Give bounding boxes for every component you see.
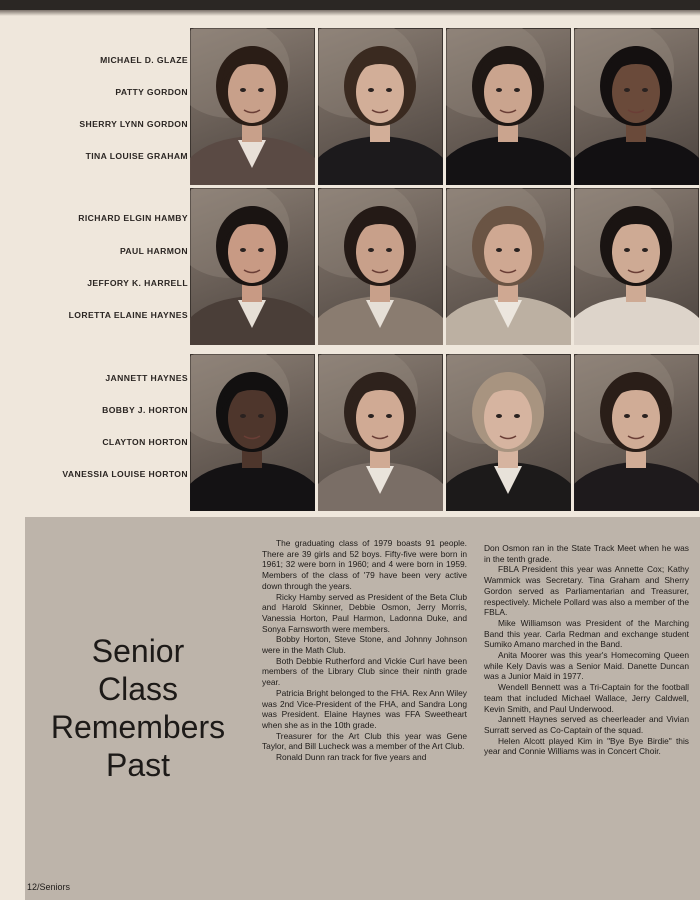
headline-line: Senior (91, 633, 185, 669)
student-name: BOBBY J. HORTON (102, 405, 188, 415)
headline-line: Class (97, 671, 178, 707)
paragraph: FBLA President this year was Annette Cox; Kathy Wammick was Secretary. Tina Graham and Sherry Gordon served as Parliamentarian and Treasurer, respectively. Michele Pollard was also a member of the FBLA. (484, 564, 689, 618)
student-portrait (190, 354, 315, 511)
paragraph: Don Osmon ran in the State Track Meet when he was in the tenth grade. (484, 543, 689, 564)
binding-shadow (0, 10, 700, 16)
student-portrait (190, 188, 315, 345)
student-portrait (446, 28, 571, 185)
student-name: MICHAEL D. GLAZE (100, 55, 188, 65)
paragraph: The graduating class of 1979 boasts 91 people. There are 39 girls and 52 boys. Fifty-five were born in 1961; 32 were born in 1960; and 4 were born in 1959. Members of the class of '79 have been very active down through the years. (262, 538, 467, 591)
student-name: JANNETT HAYNES (105, 373, 188, 383)
article-column-2 (484, 543, 689, 757)
student-name: PATTY GORDON (115, 87, 188, 97)
page-folio: 12/Seniors (27, 882, 71, 892)
article-column-1 (262, 538, 467, 763)
headline (38, 632, 238, 784)
student-portrait (446, 354, 571, 511)
paragraph: Jannett Haynes served as cheerleader and Vivian Surratt served as Co-Captain of the squad. (484, 714, 689, 735)
student-name: RICHARD ELGIN HAMBY (78, 213, 188, 223)
paragraph: Ricky Hamby served as President of the Beta Club and Harold Skinner, Debbie Osmon, Jerry Morris, Vanessia Horton, Paul Harmon, Ladonna Duke, and Sonya Farnsworth were members. (262, 591, 467, 634)
paragraph: Bobby Horton, Steve Stone, and Johnny Johnson were in the Math Club. (262, 634, 467, 656)
paragraph: Treasurer for the Art Club this year was Gene Taylor, and Bill Lucheck was a member of the Art Club. (262, 730, 467, 752)
student-name: TINA LOUISE GRAHAM (85, 151, 188, 161)
paragraph: Wendell Bennett was a Tri-Captain for the football team that included Michael Wallace, Jerry Caldwell, Kevin Smith, and Paul Underwood. (484, 682, 689, 714)
student-name: LORETTA ELAINE HAYNES (68, 310, 188, 320)
paragraph: Ronald Dunn ran track for five years and (276, 752, 427, 763)
student-portrait (318, 28, 443, 185)
student-portrait (318, 354, 443, 511)
student-name: CLAYTON HORTON (102, 437, 188, 447)
paragraph: Patricia Bright belonged to the FHA. Rex Ann Wiley was 2nd Vice-President of the FHA, and Sandra Long was President. Elaine Haynes was FFA Sweetheart when she as in the 10th grade. (262, 687, 467, 730)
paragraph: Anita Moorer was this year's Homecoming Queen while Kely Davis was a Senior Maid. Danette Duncan was a Junior Maid in 1977. (484, 650, 689, 682)
paragraph: Mike Williamson was President of the Marching Band this year. Carla Redman and exchange student Sumiko Amano marched in the Band. (484, 617, 689, 650)
student-name: PAUL HARMON (119, 246, 188, 256)
student-name: JEFFORY K. HARRELL (87, 278, 188, 288)
headline-line: Past (105, 747, 171, 783)
student-portrait (318, 188, 443, 345)
student-name: VANESSIA LOUISE HORTON (62, 469, 188, 479)
student-portrait (574, 354, 699, 511)
student-name: SHERRY LYNN GORDON (79, 119, 188, 129)
paragraph: Both Debbie Rutherford and Vickie Curl have been members of the Library Club since their ninth grade year. (262, 655, 467, 688)
student-portrait (574, 188, 699, 345)
portrait-grid (190, 28, 698, 518)
student-portrait (446, 188, 571, 345)
student-portrait (574, 28, 699, 185)
student-portrait (190, 28, 315, 185)
binding-edge (0, 0, 700, 10)
paragraph: Helen Alcott played Kim in "Bye Bye Birdie" this year and Connie Williams was in Concert Choir. (484, 735, 689, 757)
headline-line: Remembers (50, 709, 226, 745)
